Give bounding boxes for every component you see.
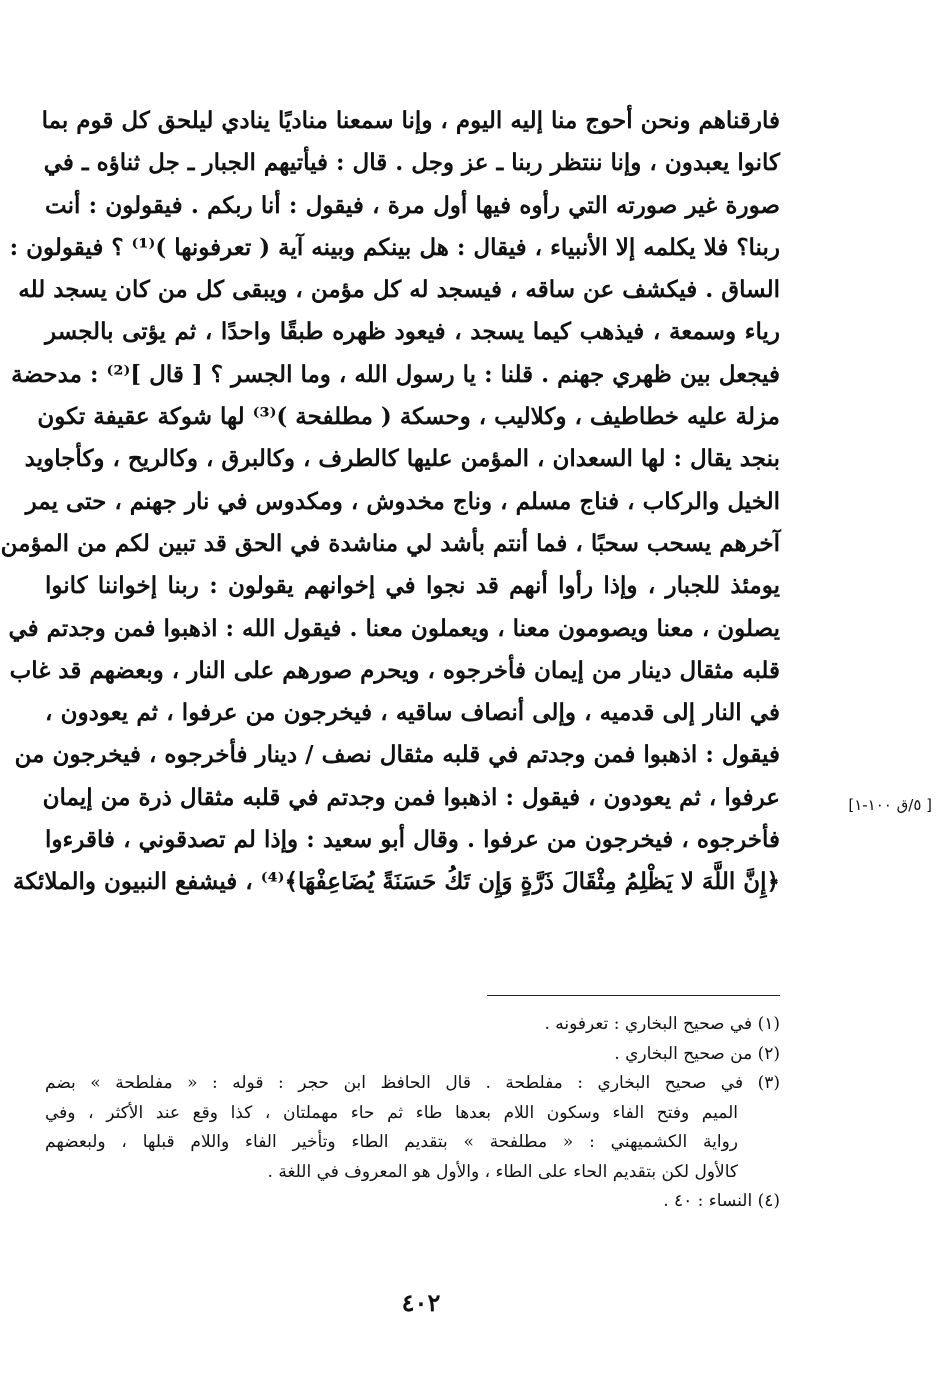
text-line: الساق . فيكشف عن ساقه ، فيسجد له كل مؤمن ، ويبقى كل من كان يسجد لله xyxy=(18,276,780,304)
text-line: فيجعل بين ظهري جهنم . قلنا : يا رسول الله ، وما الجسر ؟ [ قال ]⁽²⁾ : مدحضة xyxy=(11,360,780,388)
text-line: في النار إلى قدميه ، وإلى أنصاف ساقيه ، فيخرجون من عرفوا ، ثم يعودون ، xyxy=(45,699,780,727)
text-line: عرفوا ، ثم يعودون ، فيقول : اذهبوا فمن وجدتم في قلبه مثقال ذرة من إيمان xyxy=(42,783,780,811)
page-number: ٤٠٢ xyxy=(401,1288,441,1317)
text-line: الخيل والركاب ، فناج مسلم ، وناج مخدوش ، ومكدوس في نار جهنم ، حتى يمر xyxy=(25,487,780,515)
footnote-4: (٤) النساء : ٤٠ . xyxy=(663,1191,780,1211)
manuscript-folio-note: [ ٥/ق ١٠٠-١] xyxy=(848,796,932,814)
text-line: صورة غير صورته التي رأوه فيها أول مرة ، فيقول : أنا ربكم . فيقولون : أنت xyxy=(45,191,780,219)
text-line: آخرهم يسحب سحبًا ، فما أنتم بأشد لي مناشدة في الحق قد تبين لكم من المؤمن xyxy=(0,529,780,557)
text-line: فارقناهم ونحن أحوج منا إليه اليوم ، وإنا سمعنا مناديًا ينادي ليلحق كل قوم بما xyxy=(41,107,780,134)
footnote-3-continuation: الميم وفتح الفاء وسكون اللام بعدها طاء ثم حاء مهملتان ، كذا وقع عند الأكثر ، وفي xyxy=(45,1102,738,1123)
main-text xyxy=(0,100,780,904)
footnote-3: (٣) في صحيح البخاري : مفلطحة . قال الحافظ ابن حجر : قوله : « مفلطحة » بضم xyxy=(45,1073,780,1093)
footnotes xyxy=(45,1010,780,1217)
footnote-2: (٢) من صحيح البخاري . xyxy=(614,1043,780,1064)
text-line: ربنا؟ فلا يكلمه إلا الأنبياء ، فيقال : هل بينكم وبينه آية ( تعرفونها )⁽¹⁾ ؟ فيقولون : xyxy=(9,233,780,261)
text-line: فأخرجوه ، فيخرجون من عرفوا . وقال أبو سعيد : وإذا لم تصدقوني ، فاقرءوا xyxy=(45,826,780,854)
footnote-3-continuation: كالأول لكن بتقديم الحاء على الطاء ، والأول هو المعروف في اللغة . xyxy=(267,1161,738,1182)
footnote-3-continuation: رواية الكشميهني : « مطلفحة » بتقديم الطاء وتأخير الفاء واللام قبلها ، ولبعضهم xyxy=(45,1132,738,1152)
footnote-1: (١) في صحيح البخاري : تعرفونه . xyxy=(544,1014,780,1034)
text-line: رياء وسمعة ، فيذهب كيما يسجد ، فيعود ظهره طبقًا واحدًا ، ثم يؤتى بالجسر xyxy=(45,318,780,346)
text-line: ﴿إِنَّ اللَّهَ لا يَظْلِمُ مِثْقَالَ ذَرَّةٍ وَإِن تَكُ حَسَنَةً يُضَاعِفْهَا﴾⁽⁴⁾ ، فيشفع النبيون والملائكة xyxy=(13,868,780,896)
text-line: قلبه مثقال دينار من إيمان فأخرجوه ، ويحرم صورهم على النار ، وبعضهم قد غاب xyxy=(9,656,780,684)
text-line: فيقول : اذهبوا فمن وجدتم في قلبه مثقال نصف / دينار فأخرجوه ، فيخرجون من xyxy=(14,741,780,769)
text-line: يصلون ، معنا ويصومون معنا ، ويعملون معنا . فيقول الله : اذهبوا فمن وجدتم في xyxy=(8,614,780,642)
text-line: مزلة عليه خطاطيف ، وكلاليب ، وحسكة ( مطلفحة )⁽³⁾ لها شوكة عقيفة تكون xyxy=(37,403,780,431)
text-line: كانوا يعبدون ، وإنا ننتظر ربنا ـ عز وجل . قال : فيأتيهم الجبار ـ جل ثناؤه ـ في xyxy=(43,149,780,177)
footnote-separator xyxy=(487,995,780,996)
text-line: بنجد يقال : لها السعدان ، المؤمن عليها كالطرف ، وكالبرق ، وكالريح ، وكأجاويد xyxy=(24,445,780,473)
text-line: يومئذ للجبار ، وإذا رأوا أنهم قد نجوا في إخوانهم يقولون : ربنا إخواننا كانوا xyxy=(45,572,780,600)
